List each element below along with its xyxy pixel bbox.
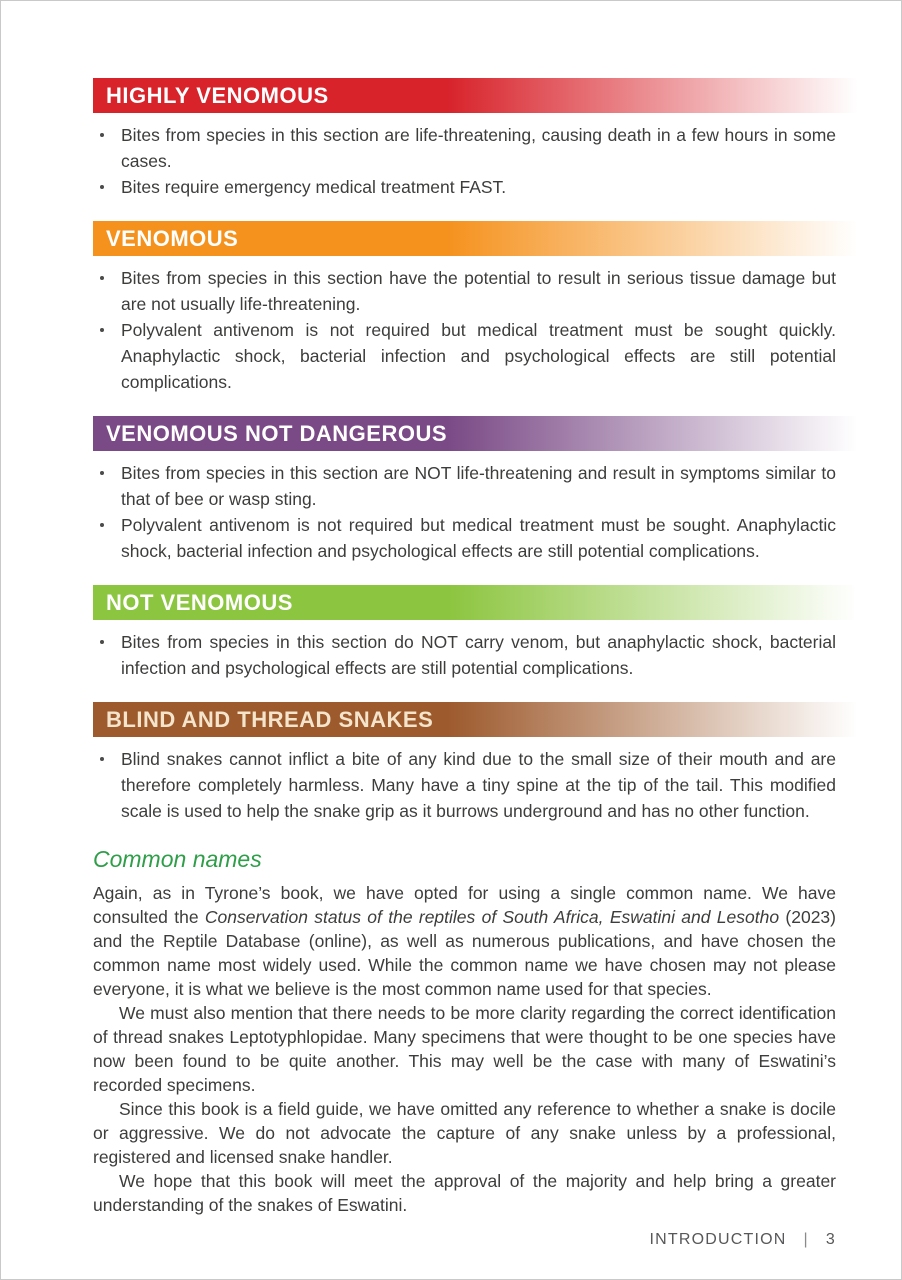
section-blind-and-thread-snakes <box>93 702 881 824</box>
not-venomous-banner <box>93 585 881 620</box>
paragraph-text: Again, as in Tyrone’s book, we have opted for using a single common name. We have consulted the <box>93 883 836 927</box>
page-footer <box>649 1231 836 1249</box>
bullet-text: Blind snakes cannot inflict a bite of any kind due to the small size of their mouth and are therefore completely harmless. Many have a tiny spine at the tip of the tail. This modified scale is used to help the snake grip as it burrows underground and has no other function. <box>121 749 836 821</box>
bullet-text: Bites require emergency medical treatment FAST. <box>121 177 507 197</box>
footer-separator: | <box>803 1231 809 1248</box>
bullet-item <box>93 122 836 174</box>
highly-venomous-banner <box>93 78 881 113</box>
section-title: NOT VENOMOUS <box>106 589 293 615</box>
bullet-item <box>93 174 836 200</box>
bullet-dot-icon <box>93 122 121 174</box>
bullet-dot-icon <box>93 174 121 200</box>
bullet-list <box>93 460 881 564</box>
bullet-item <box>93 512 836 564</box>
bullet-list <box>93 265 881 395</box>
bullet-list <box>93 746 881 824</box>
common-names-section <box>93 846 881 1217</box>
venomous-banner <box>93 221 881 256</box>
bullet-text: Bites from species in this section are NOT life-threatening and result in symptoms similar to that of bee or wasp sting. <box>121 463 836 509</box>
page-content <box>93 1 881 1217</box>
section-venomous-not-dangerous <box>93 416 881 564</box>
bullet-list <box>93 122 881 200</box>
bullet-item <box>93 746 836 824</box>
bullet-item <box>93 317 836 395</box>
section-title: VENOMOUS NOT DANGEROUS <box>106 420 448 446</box>
bullet-dot-icon <box>93 460 121 512</box>
bullet-dot-icon <box>93 265 121 317</box>
paragraph-common-names-1 <box>93 881 836 1001</box>
bullet-list <box>93 629 881 681</box>
bullet-dot-icon <box>93 512 121 564</box>
bullet-item <box>93 265 836 317</box>
paragraph-common-names-3: Since this book is a field guide, we have omitted any reference to whether a snake is docile or aggressive. We do not advocate the capture of any snake unless by a professional, registered and licensed snake handler. <box>93 1099 836 1167</box>
footer-page-number: 3 <box>825 1231 836 1248</box>
section-title: HIGHLY VENOMOUS <box>106 82 329 108</box>
paragraph-common-names-4: We hope that this book will meet the approval of the majority and help bring a greater understanding of the snakes of Eswatini. <box>93 1171 836 1215</box>
bullet-dot-icon <box>93 746 121 824</box>
bullet-dot-icon <box>93 317 121 395</box>
bullet-item <box>93 629 836 681</box>
bullet-text: Bites from species in this section have the potential to result in serious tissue damage but are not usually life-threatening. <box>121 268 836 314</box>
section-highly-venomous <box>93 78 881 200</box>
bullet-item <box>93 460 836 512</box>
paragraph-text: (2023) and the Reptile Database (online), as well as numerous publications, and have chosen the common name most widely used. While the common name we have chosen may not please everyone, it is what we believe is the most common name used for that species. <box>93 907 836 999</box>
section-not-venomous <box>93 585 881 681</box>
section-title: VENOMOUS <box>106 225 239 251</box>
bullet-dot-icon <box>93 629 121 681</box>
section-venomous <box>93 221 881 395</box>
bullet-text: Polyvalent antivenom is not required but medical treatment must be sought. Anaphylactic shock, bacterial infection and psychological effects are still potential complications. <box>121 515 836 561</box>
common-names-heading: Common names <box>93 846 262 872</box>
bullet-text: Polyvalent antivenom is not required but medical treatment must be sought quickly. Anaphylactic shock, bacterial infection and psychological effects are still potential complications. <box>121 320 836 392</box>
blind-and-thread-snakes-banner <box>93 702 881 737</box>
bullet-text: Bites from species in this section are life-threatening, causing death in a few hours in some cases. <box>121 125 836 171</box>
referenced-book-title: Conservation status of the reptiles of South Africa, Eswatini and Lesotho <box>204 907 780 927</box>
venomous-not-dangerous-banner <box>93 416 881 451</box>
paragraph-common-names-2: We must also mention that there needs to be more clarity regarding the correct identification of thread snakes Leptotyphlopidae. Many specimens that were thought to be one species have now been found to be quite another. This may well be the case with many of Eswatini’s recorded specimens. <box>93 1003 836 1095</box>
section-title: BLIND AND THREAD SNAKES <box>106 706 434 732</box>
footer-section-label: INTRODUCTION <box>649 1231 787 1248</box>
bullet-text: Bites from species in this section do NOT carry venom, but anaphylactic shock, bacterial infection and psychological effects are still potential complications. <box>121 632 836 678</box>
